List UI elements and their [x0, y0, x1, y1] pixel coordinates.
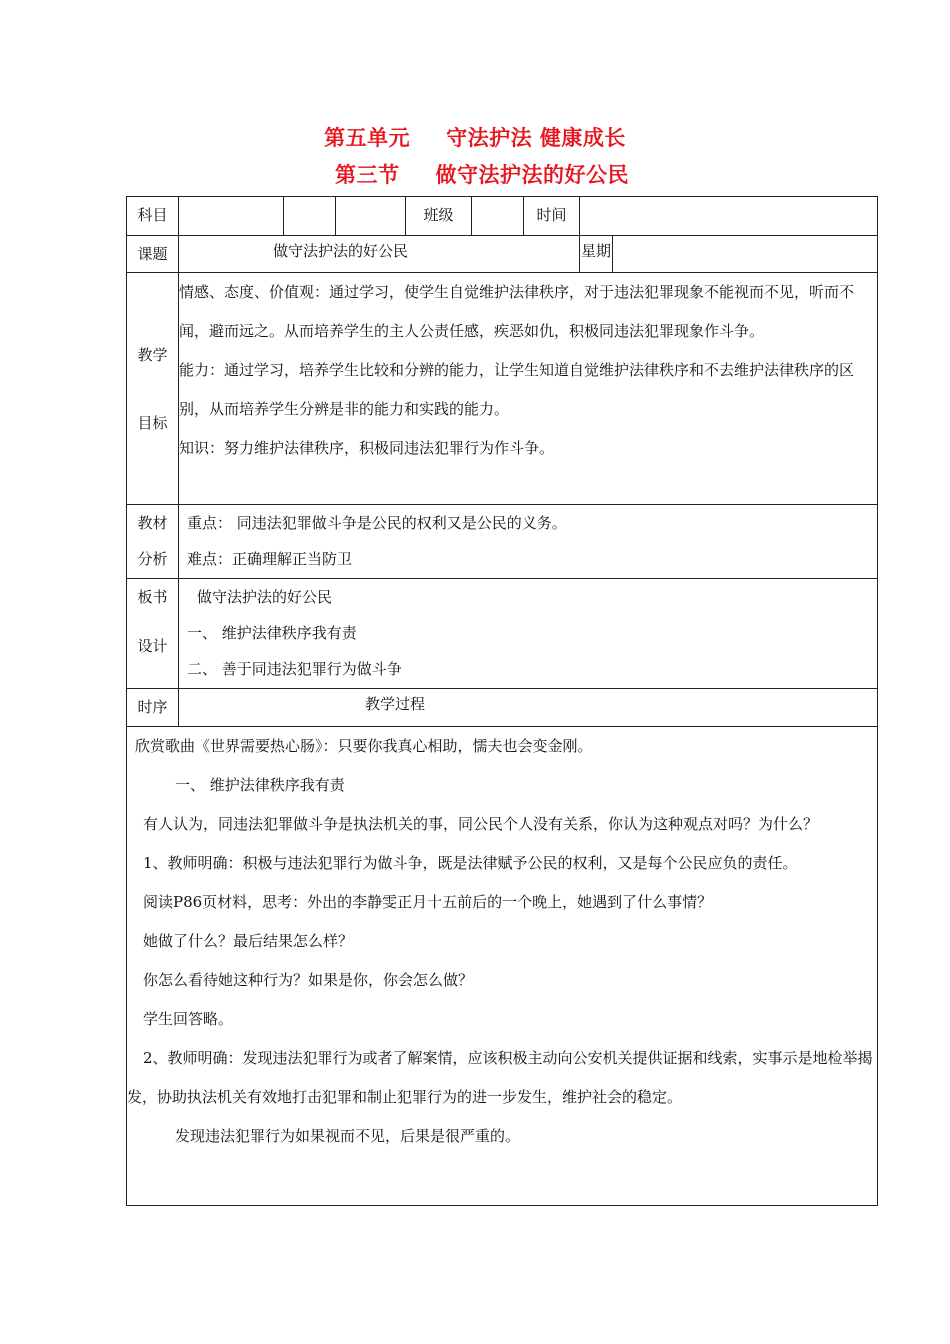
class-label: 班级	[406, 197, 472, 236]
analysis-row	[127, 505, 878, 579]
key-point: 重点： 同违法犯罪做斗争是公民的权利又是公民的义务。	[187, 514, 567, 532]
objectives-row	[127, 273, 878, 505]
section-label: 第三节	[335, 163, 400, 187]
process-row	[127, 727, 878, 1206]
subject-value	[179, 197, 284, 236]
sequence-label: 时序	[127, 689, 179, 727]
process-intro: 欣赏歌曲《世界需要热心肠》：只要你我真心相助，懦夫也会变金刚。	[135, 737, 593, 755]
board-label-2: 设计	[137, 637, 168, 655]
analysis-content	[179, 505, 878, 579]
objectives-label	[127, 273, 179, 505]
section-name: 做守法护法的好公民	[435, 163, 629, 187]
class-value	[472, 197, 524, 236]
time-value	[580, 197, 878, 236]
process-label: 教学过程	[179, 689, 878, 727]
board-line-3: 二、 善于同违法犯罪行为做斗争	[187, 660, 402, 678]
header-row	[127, 197, 878, 236]
topic-row	[127, 236, 878, 273]
empty-cell	[284, 197, 336, 236]
time-label: 时间	[524, 197, 580, 236]
process-consequence: 发现违法犯罪行为如果视而不见，后果是很严重的。	[175, 1127, 521, 1145]
process-content	[127, 727, 878, 1206]
board-label	[127, 579, 179, 689]
board-label-1: 板书	[137, 588, 168, 606]
process-teacher-1: 1、教师明确：积极与违法犯罪行为做斗争，既是法律赋予公民的权利，又是每个公民应负的责任。	[143, 854, 798, 872]
process-question-1: 有人认为，同违法犯罪做斗争是执法机关的事，同公民个人没有关系，你认为这种观点对吗？为什么？	[143, 815, 819, 833]
lesson-plan-table	[126, 196, 878, 1206]
topic-label: 课题	[127, 236, 179, 273]
process-teacher-2: 2、教师明确：发现违法犯罪行为或者了解案情，应该积极主动向公安机关提供证据和线索，实事示是地检举揭发，协助执法机关有效地打击犯罪和制止犯罪行为的进一步发生，维护社会的稳定。	[127, 1049, 873, 1106]
process-reading: 阅读P86页材料，思考：外出的李静雯正月十五前后的一个晚上，她遇到了什么事情？	[143, 893, 713, 911]
board-line-2: 一、 维护法律秩序我有责	[187, 624, 357, 642]
empty-cell	[336, 197, 406, 236]
process-question-what: 她做了什么？最后结果怎么样？	[143, 932, 354, 950]
weekday-label: 星期	[580, 236, 613, 273]
analysis-label	[127, 505, 179, 579]
analysis-label-1: 教材	[137, 514, 168, 532]
subject-label: 科目	[127, 197, 179, 236]
process-question-view: 你怎么看待她这种行为？如果是你，你会怎么做？	[143, 971, 474, 989]
process-students: 学生回答略。	[143, 1010, 234, 1028]
topic-value: 做守法护法的好公民	[179, 236, 580, 273]
difficulty-point: 难点：正确理解正当防卫	[187, 550, 353, 568]
board-line-1: 做守法护法的好公民	[197, 588, 333, 606]
weekday-value	[613, 236, 878, 273]
sequence-row	[127, 689, 878, 727]
objective-emotion: 情感、态度、价值观：通过学习，使学生自觉维护法律秩序，对于违法犯罪现象不能视而不见，听而不闻，避而远之。从而培养学生的主人公责任感，疾恶如仇，积极同违法犯罪现象作斗争。	[179, 283, 855, 340]
board-content	[179, 579, 878, 689]
process-heading-1: 一、 维护法律秩序我有责	[175, 776, 345, 794]
unit-label: 第五单元	[324, 126, 411, 150]
analysis-label-2: 分析	[137, 550, 168, 568]
unit-name: 守法护法 健康成长	[446, 126, 626, 150]
board-row	[127, 579, 878, 689]
objectives-label-1: 教学	[137, 345, 168, 364]
objectives-content	[179, 273, 878, 505]
section-title	[0, 159, 950, 189]
objectives-label-2: 目标	[137, 413, 168, 432]
objective-ability: 能力：通过学习，培养学生比较和分辨的能力，让学生知道自觉维护法律秩序和不去维护法律秩序的区别，从而培养学生分辨是非的能力和实践的能力。	[179, 361, 855, 418]
objective-knowledge: 知识：努力维护法律秩序，积极同违法犯罪行为作斗争。	[179, 439, 555, 457]
unit-title	[0, 122, 950, 152]
